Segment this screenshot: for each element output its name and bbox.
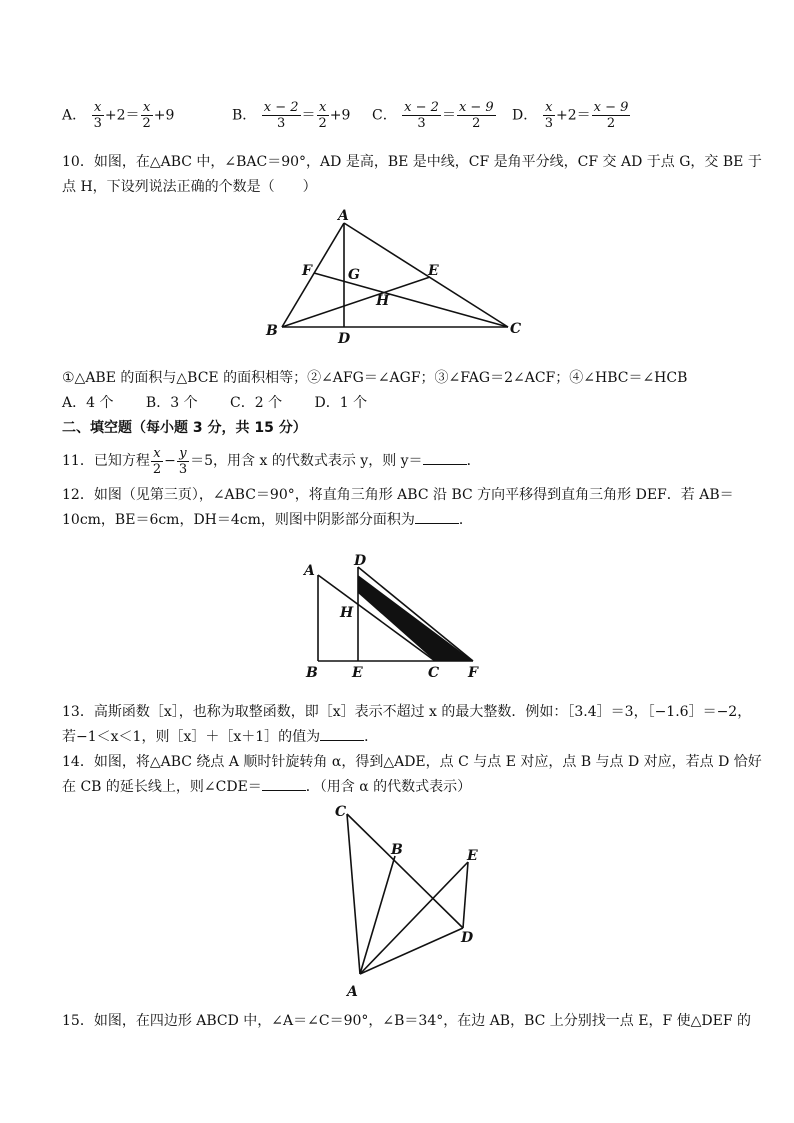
q10-line1: 10．如图，在△ABC 中，∠BAC＝90°，AD 是高，BE 是中线，CF 是角平分线，CF 交 AD 于点 G，交 BE 于 (62, 154, 762, 170)
answer-blank[interactable] (262, 776, 306, 791)
q11-suffix: ，用含 x 的代数式表示 y，则 y＝ (213, 453, 423, 469)
q12-line1: 12．如图（见第三页），∠ABC＝90°，将直角三角形 ABC 沿 BC 方向平移得到直角三角形 DEF．若 AB＝ (62, 487, 734, 503)
denominator: 3 (544, 116, 553, 131)
denominator: 2 (142, 116, 151, 131)
label-g: G (348, 267, 360, 283)
q13-line2 (62, 725, 378, 750)
q11 (62, 444, 481, 478)
q12-text: 10cm，BE＝6cm，DH＝4cm，则图中阴影部分面积为 (62, 512, 415, 528)
fraction (543, 100, 555, 131)
q11-end: ． (466, 453, 481, 469)
operator: − (164, 453, 176, 469)
equation-rhs: ＝5 (190, 453, 214, 469)
label-e: E (352, 665, 363, 681)
numerator: x − 2 (263, 100, 299, 115)
segment-ab (282, 223, 344, 327)
numerator: y (179, 445, 187, 461)
q10-triangle-figure (260, 205, 540, 350)
segment-ed (463, 862, 468, 928)
numerator: x (94, 100, 102, 115)
q9-option-a: A． $\frac{x}{3}$ +2＝ $\frac{x}{2}$ +9 (62, 100, 175, 131)
option-label: B． (232, 107, 257, 124)
fraction (141, 100, 153, 131)
segment-ac (344, 223, 508, 327)
q15-line1: 15．如图，在四边形 ABCD 中，∠A＝∠C＝90°，∠B＝34°，在边 AB，BC 上分别找一点 E，F 使△DEF 的 (62, 1013, 752, 1029)
q10-line2: 点 H，下设列说法正确的个数是（ ） (62, 179, 317, 195)
q14-end: ．（用含 α 的代数式表示） (305, 779, 472, 795)
q12-end: ． (458, 512, 473, 528)
q9-option-d: D． $\frac{x}{3}$ +2＝ $\frac{x - 9}{2}$ (512, 100, 629, 131)
segment-cf (314, 273, 508, 327)
option-label: D． (512, 107, 538, 124)
label-f: F (468, 665, 478, 681)
label-h: H (376, 293, 390, 309)
option-label: C． (372, 107, 397, 124)
fraction (262, 100, 301, 131)
q14-line1: 14．如图，将△ABC 绕点 A 顺时针旋转角 α，得到△ADE，点 C 与点 E 对应，点 B 与点 D 对应，若点 D 恰好 (62, 754, 762, 770)
option-label: A． (62, 107, 87, 124)
numerator: x (142, 100, 151, 115)
label-d: D (338, 331, 351, 347)
label-a: A (304, 563, 315, 579)
label-f: F (302, 263, 312, 279)
denominator: 2 (472, 116, 481, 131)
denominator: 3 (276, 116, 286, 131)
segment-cd (347, 814, 463, 928)
fraction (317, 100, 329, 131)
q10-statements: ①△ABE 的面积与△BCE 的面积相等；②∠AFG＝∠AGF；③∠FAG＝2∠ACF；④∠HBC＝∠HCB (62, 370, 688, 386)
term: +9 (329, 107, 351, 124)
numerator: x (545, 100, 553, 115)
label-b: B (266, 323, 278, 339)
label-a: A (338, 208, 349, 224)
numerator: x (153, 445, 161, 461)
fraction (177, 446, 189, 477)
q13-end: ． (364, 729, 379, 745)
fraction (592, 100, 631, 131)
q9-option-b: B． $\frac{x - 2}{3}$ ＝ $\frac{x}{2}$ +9 (232, 100, 351, 131)
numerator: x − 2 (404, 100, 439, 115)
q14-rotation-figure (325, 800, 500, 1000)
term: +2 (555, 107, 577, 124)
q12-translation-figure (298, 553, 498, 683)
label-b: B (391, 842, 403, 858)
label-d: D (354, 553, 367, 569)
q12-line2 (62, 508, 473, 533)
fraction (151, 446, 163, 477)
q14-text: 在 CB 的延长线上，则∠CDE＝ (62, 779, 262, 795)
label-c: C (428, 665, 440, 681)
label-e: E (428, 263, 439, 279)
fraction (402, 100, 441, 131)
q13-text: 若−1＜x＜1，则［x］＋［x＋1］的值为 (62, 729, 321, 745)
label-b: B (306, 665, 318, 681)
term: +2 (104, 107, 126, 124)
numerator: x − 9 (458, 100, 494, 115)
label-h: H (340, 605, 354, 621)
q9-option-c: C． $\frac{x - 2}{3}$ ＝ $\frac{x - 9}{2}$ (372, 100, 494, 131)
q13-line1: 13．高斯函数［x］，也称为取整函数，即［x］表示不超过 x 的最大整数．例如：［3.4］＝3，［−1.6］＝−2， (62, 704, 752, 720)
label-c: C (510, 321, 522, 337)
term: +9 (153, 107, 175, 124)
denominator: 2 (318, 116, 327, 131)
fraction (457, 100, 496, 131)
denominator: 3 (417, 116, 426, 131)
segment-ad (360, 928, 463, 974)
denominator: 3 (178, 461, 188, 477)
numerator: x − 9 (593, 100, 629, 115)
denominator: 2 (606, 116, 616, 131)
denominator: 2 (152, 461, 162, 477)
q11-prefix: 11．已知方程 (62, 453, 150, 469)
answer-blank[interactable] (320, 726, 364, 741)
denominator: 3 (93, 116, 102, 131)
label-d: D (461, 930, 474, 946)
answer-blank[interactable] (423, 450, 467, 465)
fraction (92, 100, 104, 131)
numerator: x (318, 100, 327, 115)
q10-options: A．4 个 B．3 个 C．2 个 D．1 个 (62, 395, 368, 411)
answer-blank[interactable] (415, 509, 459, 524)
label-c: C (335, 804, 347, 820)
segment-ca (347, 814, 360, 974)
section-title: 二、填空题（每小题 3 分，共 15 分） (62, 420, 307, 436)
label-e: E (467, 848, 478, 864)
label-a: A (347, 984, 358, 1000)
q14-line2 (62, 775, 471, 800)
